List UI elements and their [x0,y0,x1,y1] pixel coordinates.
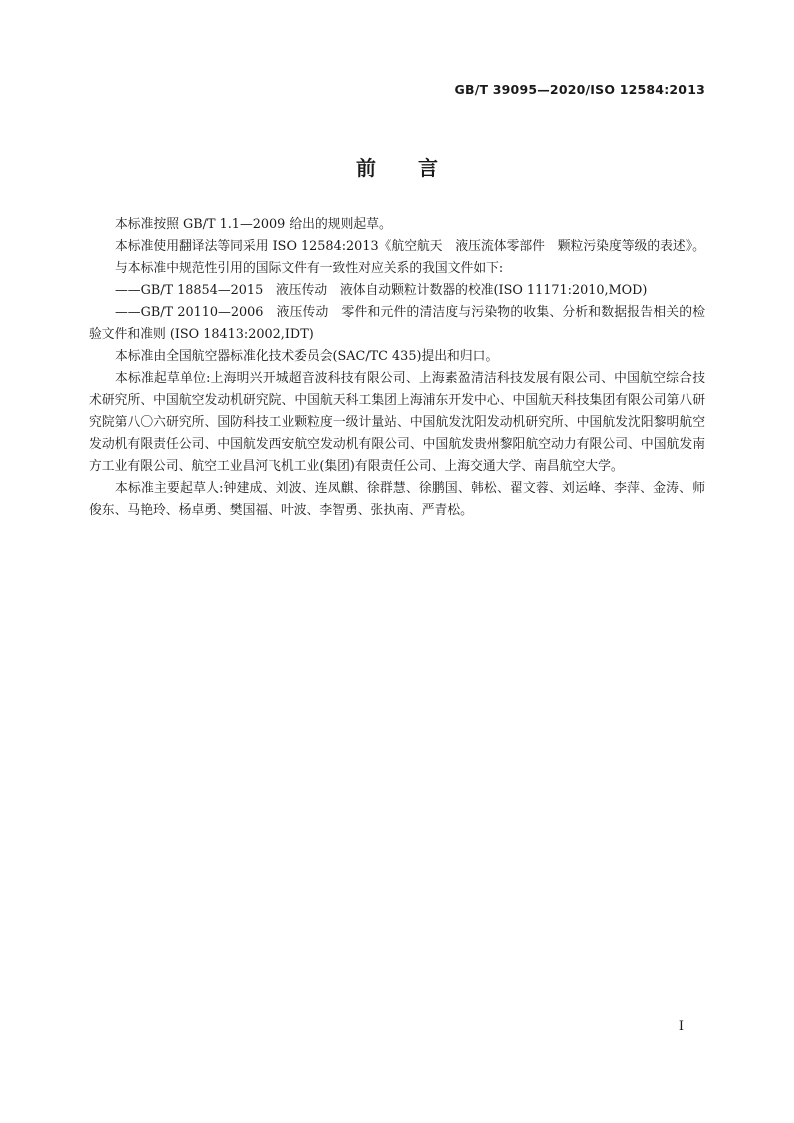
foreword-body [89,214,705,522]
reference-item-1: ——GB/T 18854—2015 液压传动 液体自动颗粒计数器的校准(ISO 11171:2010,MOD) [115,283,648,298]
paragraph-references-intro: 与本标准中规范性引用的国际文件有一致性对应关系的我国文件如下: [115,261,504,276]
page-title [0,152,794,181]
paragraph-drafting-units: 本标准起草单位:上海明兴开城超音波科技有限公司、上海素盈清洁科技发展有限公司、中国航空综合技术研究所、中国航空发动机研究院、中国航天科工集团上海浦东开发中心、中国航天科技集团有限公司第八研究院第八〇六研究所、国防科技工业颗粒度一级计量站、中国航发沈阳发动机研究所、中国航发沈阳黎明航空发动机有限责任公司、中国航发西安航空发动机有限公司、中国航发贵州黎阳航空动力有限公司、中国航发南方工业有限公司、航空工业昌河飞机工业(集团)有限责任公司、上海交通大学、南昌航空大学。 [89,371,705,474]
page-number: Ⅰ [678,1019,684,1034]
title-char-2: 言 [418,156,438,180]
paragraph-drafting-rules: 本标准按照 GB/T 1.1—2009 给出的规则起草。 [115,217,392,232]
standard-number-header: GB/T 39095—2020/ISO 12584:2013 [454,82,705,97]
title-char-1: 前 [356,156,376,180]
paragraph-committee: 本标准由全国航空器标准化技术委员会(SAC/TC 435)提出和归口。 [115,349,499,364]
paragraph-translation: 本标准使用翻译法等同采用 ISO 12584:2013《航空航天 液压流体零部件 颗粒污染度等级的表述》。 [115,239,705,254]
paragraph-drafters: 本标准主要起草人:钟建成、刘波、连凤麒、徐群慧、徐鹏国、韩松、翟文蓉、刘运峰、李萍、金涛、师俊东、马艳玲、杨卓勇、樊国福、叶波、李智勇、张执南、严青松。 [89,481,705,518]
reference-item-2: ——GB/T 20110—2006 液压传动 零件和元件的清洁度与污染物的收集、分析和数据报告相关的检验文件和准则 (ISO 18413:2002,IDT) [89,305,705,342]
